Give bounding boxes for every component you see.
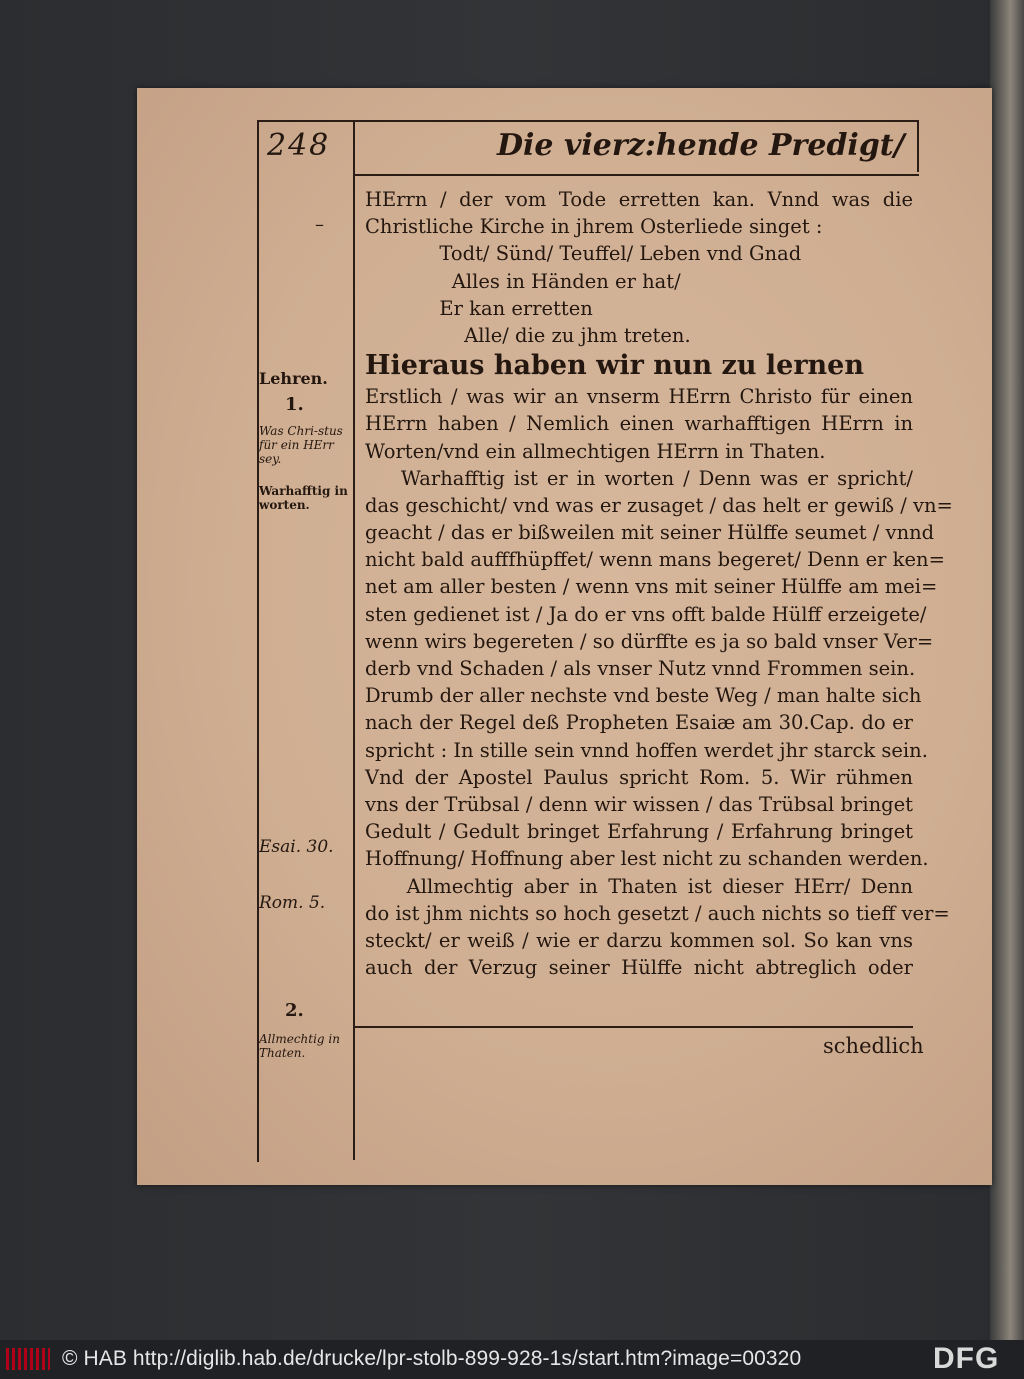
page-number: 248 [267, 128, 331, 163]
margin-note-number-1: 1. [285, 394, 304, 415]
margin-note-esai: Esai. 30. [259, 837, 334, 857]
margin-dash: – [315, 214, 324, 235]
body-line: nicht bald aufffhüpffet/ wenn mans begeret/ Denn er ken= [365, 548, 945, 572]
body-line: Vnd der Apostel Paulus spricht Rom. 5. Wir rühmen [365, 765, 913, 789]
header-frame-right [917, 120, 919, 172]
body-line: Erstlich / was wir an vnserm HErrn Christo für einen [365, 385, 913, 409]
body-line: Worten/vnd ein allmechtigen HErrn in Thaten. [365, 439, 826, 463]
section-heading: Hieraus haben wir nun zu lernen [365, 350, 864, 382]
body-line: Allmechtig aber in Thaten ist dieser HErr/ Denn [365, 874, 913, 898]
body-line: wenn wirs begereten / so dürffte es ja so bald vnser Ver= [365, 629, 934, 653]
margin-note-was-christus: Was Chri-stus für ein HErr sey. [259, 424, 343, 466]
dfg-logo: DFG [933, 1342, 1000, 1375]
verse-line: Er kan erretten [365, 296, 593, 320]
margin-note-number-2: 2. [285, 1000, 304, 1021]
body-line: steckt/ er weiß / wie er darzu kommen sol. So kan vns [365, 928, 913, 952]
body-line: Hoffnung/ Hoffnung aber lest nicht zu schanden werden. [365, 847, 929, 871]
catchword: schedlich [823, 1034, 924, 1058]
body-line: HErrn / der vom Tode erretten kan. Vnnd was die [365, 188, 913, 211]
margin-note-lehren: Lehren. [259, 369, 328, 388]
body-line: sten gedienet ist / Ja do er vns offt balde Hülff erzeigete/ [365, 602, 927, 626]
header-rule [353, 174, 919, 176]
body-line: do ist jhm nichts so hoch gesetzt / auch nichts so tieff ver= [365, 901, 950, 925]
footer-rule [353, 1026, 913, 1028]
body-line: Gedult / Gedult bringet Erfahrung / Erfahrung bringet [365, 820, 913, 844]
verse-line: Alles in Händen er hat/ [365, 269, 681, 293]
body-line: auch der Verzug seiner Hülffe nicht abtreglich oder [365, 956, 913, 980]
body-line: Christliche Kirche in jhrem Osterliede singet : [365, 215, 823, 239]
verse-line: Alle/ die zu jhm treten. [365, 323, 691, 347]
body-text [365, 186, 953, 981]
copyright-link[interactable]: © HAB http://diglib.hab.de/drucke/lpr-stolb-899-928-1s/start.htm?image=00320 [62, 1347, 802, 1370]
running-head: Die vierz:hende Predigt/ [497, 128, 905, 163]
body-line: vns der Trübsal / denn wir wissen / das Trübsal bringet [365, 792, 913, 816]
margin-note-allmechtig: Allmechtig in Thaten. [259, 1032, 340, 1060]
body-line: net am aller besten / wenn vns mit seiner Hülffe am mei= [365, 575, 938, 599]
body-line: Warhafftig ist er in worten / Denn was er spricht/ [365, 466, 913, 490]
viewer-footer [0, 1340, 1024, 1379]
body-line: geacht / das er bißweilen mit seiner Hülffe seumet / vnnd [365, 521, 935, 545]
barcode-icon [6, 1348, 50, 1370]
document-page [137, 88, 992, 1185]
body-line: derb vnd Schaden / als vnser Nutz vnnd Frommen sein. [365, 657, 916, 680]
adjacent-page-edge [990, 0, 1024, 1340]
body-line: das geschicht/ vnd was er zusaget / das helt er gewiß / vn= [365, 493, 953, 517]
body-line: HErrn haben / Nemlich einen warhafftigen HErrn in [365, 412, 913, 436]
body-line: spricht : In stille sein vnnd hoffen werdet jhr starck sein. [365, 738, 928, 762]
verse-line: Todt/ Sünd/ Teuffel/ Leben vnd Gnad [365, 242, 802, 266]
margin-note-rom: Rom. 5. [259, 893, 326, 913]
body-line: Drumb der aller nechste vnd beste Weg / man halte sich [365, 684, 922, 708]
body-line: nach der Regel deß Propheten Esaiæ am 30.Cap. do er [365, 711, 913, 735]
margin-note-warhafftig: Warhafftig in worten. [259, 484, 348, 512]
